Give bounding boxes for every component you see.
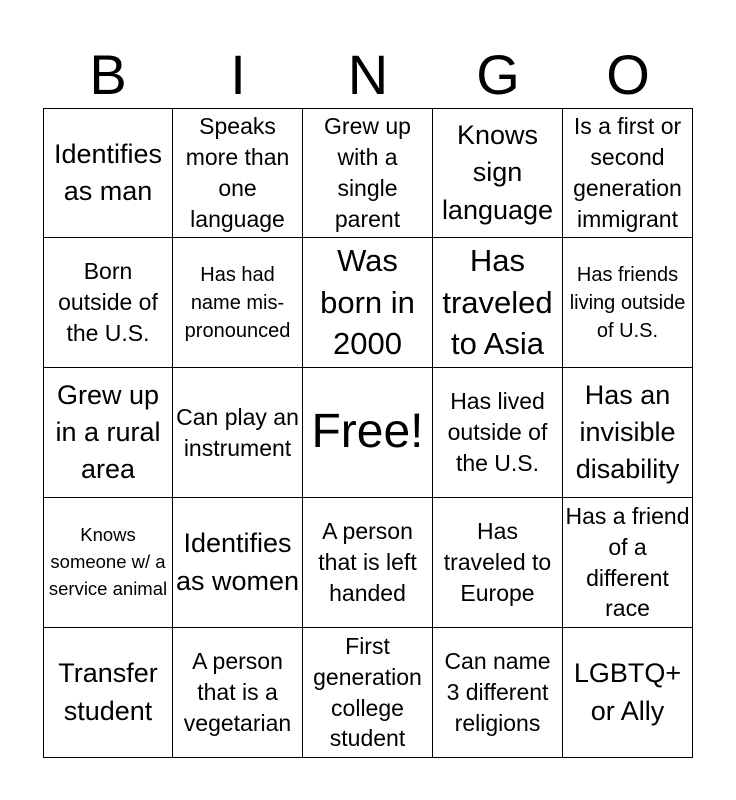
- bingo-cell-r3-c1[interactable]: [173, 498, 303, 628]
- bingo-header: [43, 42, 693, 108]
- cell-text: Knows someone w/ a service animal: [48, 524, 168, 599]
- cell-text: Has an invisible disability: [575, 379, 680, 485]
- cell-text: Can name 3 different religions: [444, 648, 551, 736]
- bingo-cell-r0-c2[interactable]: [303, 108, 433, 238]
- bingo-cell-r4-c2[interactable]: [303, 628, 433, 758]
- header-letter-g: G: [476, 43, 520, 106]
- bingo-cell-r0-c4[interactable]: [563, 108, 693, 238]
- cell-text: Grew up in a rural area: [55, 379, 161, 485]
- header-letter-o: O: [606, 43, 650, 106]
- cell-text: Transfer student: [58, 658, 158, 726]
- bingo-cell-r1-c2[interactable]: [303, 238, 433, 368]
- cell-text: First generation college student: [313, 632, 422, 752]
- bingo-cell-r1-c1[interactable]: [173, 238, 303, 368]
- bingo-cell-r0-c3[interactable]: [433, 108, 563, 238]
- bingo-cell-r3-c3[interactable]: [433, 498, 563, 628]
- cell-text: Was born in 2000: [320, 242, 415, 362]
- bingo-cell-r2-c3[interactable]: [433, 368, 563, 498]
- bingo-cell-r1-c4[interactable]: [563, 238, 693, 368]
- cell-text: Identifies as man: [53, 138, 163, 206]
- cell-text: Has a friend of a different race: [565, 502, 690, 622]
- cell-text: Has traveled to Europe: [443, 518, 552, 606]
- header-letter-i: I: [230, 43, 246, 106]
- bingo-cell-r0-c1[interactable]: [173, 108, 303, 238]
- header-letter-b: B: [89, 43, 127, 106]
- cell-text: Grew up with a single parent: [324, 113, 411, 232]
- cell-text: Has traveled to Asia: [442, 242, 553, 362]
- bingo-cell-r4-c4[interactable]: [563, 628, 693, 758]
- cell-text: Has lived outside of the U.S.: [447, 388, 548, 476]
- cell-text: LGBTQ+ or Ally: [573, 658, 682, 726]
- cell-text: Is a first or second generation immigrant: [573, 113, 682, 232]
- bingo-cell-free[interactable]: [303, 368, 433, 498]
- bingo-cell-r0-c0[interactable]: [43, 108, 173, 238]
- bingo-cell-r4-c3[interactable]: [433, 628, 563, 758]
- bingo-cell-r4-c1[interactable]: [173, 628, 303, 758]
- bingo-cell-r2-c0[interactable]: [43, 368, 173, 498]
- cell-text: Can play an instrument: [176, 403, 299, 461]
- cell-text: Born outside of the U.S.: [58, 258, 158, 346]
- bingo-board: [43, 108, 693, 758]
- header-letter-n: N: [347, 43, 389, 106]
- bingo-cell-r4-c0[interactable]: [43, 628, 173, 758]
- bingo-cell-r2-c1[interactable]: [173, 368, 303, 498]
- cell-text: Speaks more than one language: [185, 113, 290, 232]
- free-space-text: Free!: [311, 405, 424, 459]
- bingo-cell-r2-c4[interactable]: [563, 368, 693, 498]
- cell-text: Identifies as women: [175, 528, 300, 596]
- cell-text: Has friends living outside of U.S.: [569, 263, 686, 342]
- cell-text: Has had name mis- pronounced: [184, 263, 291, 342]
- bingo-cell-r3-c0[interactable]: [43, 498, 173, 628]
- bingo-cell-r3-c2[interactable]: [303, 498, 433, 628]
- cell-text: A person that is a vegetarian: [183, 648, 292, 736]
- bingo-cell-r1-c3[interactable]: [433, 238, 563, 368]
- cell-text: A person that is left handed: [318, 518, 417, 606]
- bingo-cell-r1-c0[interactable]: [43, 238, 173, 368]
- cell-text: Knows sign language: [441, 120, 554, 225]
- bingo-cell-r3-c4[interactable]: [563, 498, 693, 628]
